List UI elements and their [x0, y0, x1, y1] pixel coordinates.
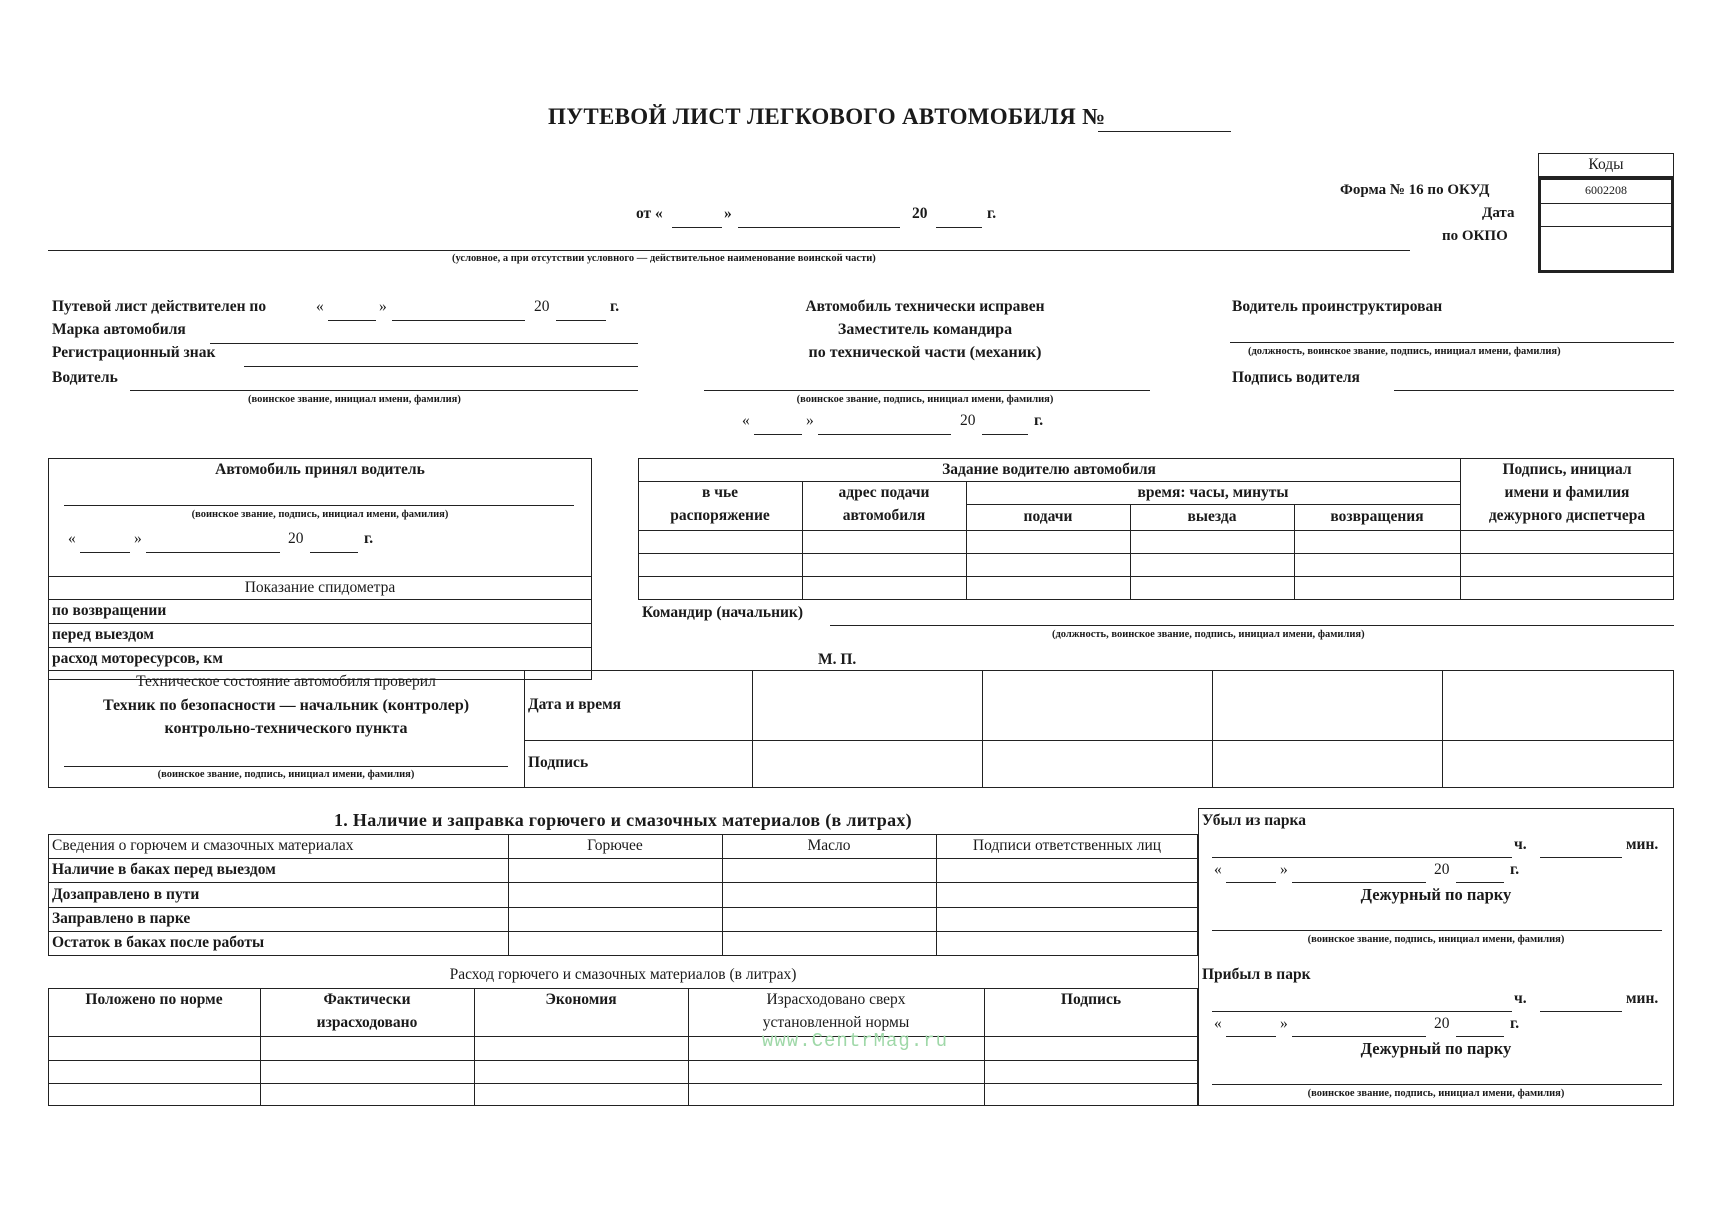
park-left-quote-close: »	[1280, 861, 1288, 878]
task-sign-divider	[1460, 458, 1461, 600]
fuel-row-refuel: Дозаправлено в пути	[52, 886, 200, 903]
park-left-hint: (воинское звание, подпись, инициал имени, фамилия)	[1307, 934, 1565, 945]
from-day-line[interactable]	[672, 227, 722, 228]
accepted-day-line[interactable]	[80, 552, 130, 553]
codes-header: Коды	[1588, 156, 1624, 173]
valid-year-suffix: г.	[610, 298, 620, 315]
valid-quote-close: »	[379, 298, 387, 315]
tech-check-line-3: контрольно-технического пункта	[164, 720, 408, 737]
brand-line[interactable]	[210, 343, 638, 344]
accepted-month-line[interactable]	[146, 552, 280, 553]
task-header-bottom	[638, 530, 1674, 531]
brand-label: Марка автомобиля	[52, 321, 186, 338]
park-left-month-line[interactable]	[1292, 882, 1426, 883]
task-col-sign-2: имени и фамилия	[1504, 484, 1630, 501]
speedo-top-line	[48, 576, 592, 577]
consumption-title: Расход горючего и смазочных материалов (в литрах)	[449, 966, 797, 983]
fuel-row-park: Заправлено в парке	[52, 910, 191, 927]
from-year-prefix: 20	[912, 205, 928, 222]
okud-code: 6002208	[1585, 183, 1627, 197]
form-title: ПУТЕВОЙ ЛИСТ ЛЕГКОВОГО АВТОМОБИЛЯ №	[548, 104, 1106, 129]
park-left-day-line[interactable]	[1226, 882, 1276, 883]
from-year-line[interactable]	[936, 227, 982, 228]
instructed-line[interactable]	[1230, 342, 1674, 343]
tech-datetime-label: Дата и время	[528, 696, 622, 713]
fuel-header-oil: Масло	[807, 837, 851, 854]
park-arrived-day-line[interactable]	[1226, 1036, 1276, 1037]
accepted-quote-open: «	[68, 530, 76, 547]
deputy-year-suffix: г.	[1034, 412, 1044, 429]
date-label: Дата	[1482, 205, 1515, 221]
task-col-whose-2: распоряжение	[670, 507, 770, 524]
accepted-year-suffix: г.	[364, 530, 374, 547]
fuel-row-remainder: Остаток в баках после работы	[52, 934, 265, 951]
speedo-row-return: по возвращении	[52, 602, 167, 619]
task-col-sign-3: дежурного диспетчера	[1488, 507, 1646, 524]
park-arrived-min-line[interactable]	[1540, 1011, 1622, 1012]
deputy-hint: (воинское звание, подпись, инициал имени, фамилия)	[796, 394, 1054, 405]
codes-divider-1	[1541, 203, 1671, 204]
deputy-year-line[interactable]	[982, 434, 1028, 435]
valid-day-line[interactable]	[328, 320, 376, 321]
tech-col-line-4	[1442, 670, 1443, 788]
park-arrived-quote-open: «	[1214, 1015, 1222, 1032]
valid-month-line[interactable]	[392, 320, 525, 321]
speedo-title: Показание спидометра	[244, 579, 396, 596]
tech-ok-label: Автомобиль технически исправен	[805, 298, 1045, 315]
accepted-hint: (воинское звание, подпись, инициал имени, фамилия)	[191, 509, 449, 520]
instructed-hint: (должность, воинское звание, подпись, инициал имени, фамилия)	[1248, 346, 1561, 357]
cons-header-sign: Подпись	[1060, 991, 1122, 1008]
instructed-label: Водитель проинструктирован	[1232, 298, 1443, 315]
deputy-month-line[interactable]	[818, 434, 951, 435]
tech-check-line-1: Техническое состояние автомобиля проверил	[136, 673, 436, 690]
accepted-title: Автомобиль принял водитель	[215, 461, 425, 478]
accepted-year-prefix: 20	[288, 530, 304, 547]
fuel-header-info: Сведения о горючем и смазочных материалах	[52, 837, 354, 854]
park-arrived-year-line[interactable]	[1456, 1036, 1504, 1037]
park-left-min-line[interactable]	[1540, 857, 1622, 858]
park-arrived-label: Прибыл в парк	[1202, 966, 1311, 983]
task-title-line	[638, 481, 1460, 482]
park-left-min: мин.	[1626, 836, 1659, 853]
unit-line[interactable]	[48, 250, 1410, 251]
park-left-label: Убыл из парка	[1202, 812, 1306, 829]
park-arrived-year-suffix: г.	[1510, 1015, 1520, 1032]
park-left-duty-line[interactable]	[1212, 930, 1662, 931]
cons-header-bottom	[48, 1036, 1198, 1037]
deputy-label: Заместитель командира	[837, 321, 1013, 338]
tech-check-divider	[524, 670, 525, 788]
task-col-return: возвращения	[1330, 508, 1424, 525]
park-left-quote-open: «	[1214, 861, 1222, 878]
deputy-sign-line[interactable]	[704, 390, 1150, 391]
speedo-row-depart: перед выездом	[52, 626, 154, 643]
park-arrived-month-line[interactable]	[1292, 1036, 1426, 1037]
tech-check-hint: (воинское звание, подпись, инициал имени, фамилия)	[157, 769, 415, 780]
park-arrived-duty: Дежурный по парку	[1360, 1039, 1512, 1058]
fuel-row-line-3	[48, 907, 1198, 908]
fuel-row-line-1	[48, 858, 1198, 859]
deputy-day-line[interactable]	[754, 434, 802, 435]
cons-header-economy: Экономия	[545, 991, 617, 1008]
tech-col-line-2	[982, 670, 983, 788]
task-col-addr-1: адрес подачи	[838, 484, 930, 501]
reg-line[interactable]	[244, 366, 638, 367]
park-left-hours-line[interactable]	[1212, 857, 1512, 858]
tech-check-line-2: Техник по безопасности — начальник (контролер)	[102, 697, 470, 714]
speedo-row-line-2	[48, 623, 592, 624]
reg-label: Регистрационный знак	[52, 344, 216, 361]
commander-line[interactable]	[830, 625, 1674, 626]
park-arrived-quote-close: »	[1280, 1015, 1288, 1032]
tech-col-line-1	[752, 670, 753, 788]
task-title: Задание водителю автомобиля	[942, 461, 1156, 478]
codes-header-cell	[1538, 153, 1674, 177]
speedo-row-line-1	[48, 599, 592, 600]
task-row-line-1	[638, 553, 1674, 554]
cons-row-line-2	[48, 1083, 1198, 1084]
task-col-addr-2: автомобиля	[842, 507, 926, 524]
park-arrived-hint: (воинское звание, подпись, инициал имени, фамилия)	[1307, 1088, 1565, 1099]
from-label: от «	[636, 205, 663, 222]
park-left-year-line[interactable]	[1456, 882, 1504, 883]
cons-header-actual-2: израсходовано	[316, 1014, 418, 1031]
stamp-label: М. П.	[818, 651, 857, 668]
tech-row-line	[524, 740, 1674, 741]
okpo-label: по ОКПО	[1442, 228, 1508, 244]
deputy-year-prefix: 20	[960, 412, 976, 429]
task-time-line	[966, 504, 1460, 505]
accepted-year-line[interactable]	[310, 552, 358, 553]
from-month-line[interactable]	[738, 227, 900, 228]
cons-header-norm: Положено по норме	[85, 991, 223, 1008]
cons-header-over-2: установленной нормы	[762, 1014, 910, 1031]
unit-hint: (условное, а при отсутствии условного — действительное наименование воинской части)	[452, 253, 876, 264]
valid-quote-open: «	[316, 298, 324, 315]
fuel-row-before: Наличие в баках перед выездом	[52, 861, 276, 878]
park-arrived-h: ч.	[1514, 990, 1527, 1007]
speedo-row-consumption: расход моторесурсов, км	[52, 650, 223, 667]
deputy-label-2: по технической части (механик)	[808, 344, 1042, 361]
commander-hint: (должность, воинское звание, подпись, инициал имени, фамилия)	[1052, 629, 1365, 640]
tech-sign-label: Подпись	[528, 754, 589, 771]
codes-divider-2	[1541, 226, 1671, 227]
driver-sign-label: Подпись водителя	[1232, 369, 1360, 386]
driver-line[interactable]	[130, 390, 638, 391]
park-left-year-prefix: 20	[1434, 861, 1450, 878]
accepted-quote-close: »	[134, 530, 142, 547]
form-okud-label: Форма № 16 по ОКУД	[1340, 182, 1490, 198]
fuel-row-line-2	[48, 882, 1198, 883]
fuel-row-line-4	[48, 931, 1198, 932]
cons-header-over-1: Израсходовано сверх	[766, 991, 906, 1008]
cons-header-actual-1: Фактически	[323, 991, 411, 1008]
fuel-header-fuel: Горючее	[587, 837, 643, 854]
fuel-title: 1. Наличие и заправка горючего и смазочных материалов (в литрах)	[334, 810, 912, 830]
park-arrived-year-prefix: 20	[1434, 1015, 1450, 1032]
driver-hint: (воинское звание, инициал имени, фамилия)	[248, 394, 461, 405]
valid-label: Путевой лист действителен по	[52, 298, 267, 315]
task-col-time: время: часы, минуты	[1137, 484, 1289, 501]
task-col-supply: подачи	[1023, 508, 1073, 525]
fuel-header-signs: Подписи ответственных лиц	[972, 837, 1162, 854]
task-table	[638, 458, 1674, 600]
task-col-depart: выезда	[1187, 508, 1237, 525]
park-arrived-duty-line[interactable]	[1212, 1084, 1662, 1085]
task-row-line-2	[638, 576, 1674, 577]
valid-year-line[interactable]	[556, 320, 606, 321]
driver-sign-line[interactable]	[1394, 390, 1674, 391]
driver-label: Водитель	[52, 369, 118, 386]
speedo-row-line-3	[48, 647, 592, 648]
watermark: www.CentrMag.ru	[762, 1030, 949, 1052]
valid-year-prefix: 20	[534, 298, 550, 315]
park-left-duty: Дежурный по парку	[1360, 885, 1512, 904]
park-left-year-suffix: г.	[1510, 861, 1520, 878]
tech-sign-line[interactable]	[64, 766, 508, 767]
accepted-sign-line[interactable]	[64, 505, 574, 506]
form-number-line[interactable]	[1098, 131, 1231, 132]
task-col-sign-1: Подпись, инициал	[1502, 461, 1632, 478]
task-col-whose-1: в чье	[701, 484, 739, 501]
park-arrived-min: мин.	[1626, 990, 1659, 1007]
park-arrived-hours-line[interactable]	[1212, 1011, 1512, 1012]
from-year-suffix: г.	[987, 205, 997, 222]
tech-col-line-3	[1212, 670, 1213, 788]
park-left-h: ч.	[1514, 836, 1527, 853]
commander-label: Командир (начальник)	[642, 604, 804, 621]
from-quote-close: »	[724, 205, 732, 222]
deputy-quote-open: «	[742, 412, 750, 429]
cons-row-line-1	[48, 1060, 1198, 1061]
park-box	[1198, 808, 1674, 1106]
deputy-quote-close: »	[806, 412, 814, 429]
